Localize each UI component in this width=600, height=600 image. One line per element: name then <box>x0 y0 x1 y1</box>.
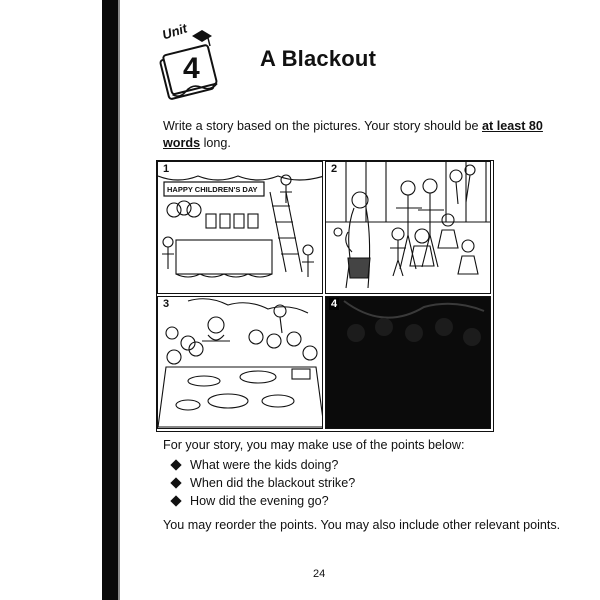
diamond-bullet-icon <box>170 459 181 470</box>
diamond-bullet-icon <box>170 495 181 506</box>
picture-panel-1 <box>157 161 323 294</box>
book-spine-shadow <box>102 0 118 600</box>
classroom-decoration-illustration <box>158 162 323 294</box>
panel-number: 1 <box>163 163 170 175</box>
closing-instructions: You may reorder the points. You may also include other relevant points. <box>163 518 561 532</box>
word-count-emphasis: at least 80 words <box>163 119 543 150</box>
points-list <box>170 456 355 510</box>
points-intro: For your story, you may make use of the points below: <box>163 438 465 452</box>
panel-number: 4 <box>331 298 338 310</box>
panel-number: 2 <box>331 163 338 175</box>
page-title: A Blackout <box>260 46 377 71</box>
unit-number: 4 <box>183 52 200 85</box>
diamond-bullet-icon <box>170 477 181 488</box>
picture-grid <box>156 160 494 432</box>
blackout-darkness-illustration <box>326 297 491 429</box>
picture-panel-4 <box>325 296 491 429</box>
worksheet-page <box>120 0 600 600</box>
point-text: What were the kids doing? <box>190 458 339 472</box>
panel-number: 3 <box>163 298 170 310</box>
unit-label: Unit <box>160 20 189 43</box>
party-banner: HAPPY CHILDREN'S DAY <box>167 185 258 194</box>
list-item <box>170 492 355 510</box>
unit-badge <box>152 22 224 102</box>
list-item <box>170 456 355 474</box>
instructions-text: Write a story based on the pictures. Your story should be <box>163 119 482 133</box>
page-number: 24 <box>313 568 326 580</box>
instructions-tail: long. <box>200 136 231 150</box>
list-item <box>170 474 355 492</box>
children-arriving-illustration <box>326 162 491 294</box>
picture-panel-2 <box>325 161 491 294</box>
point-text: When did the blackout strike? <box>190 476 356 490</box>
picture-panel-3 <box>157 296 323 429</box>
instructions <box>163 118 563 152</box>
party-feast-illustration <box>158 297 323 429</box>
point-text: How did the evening go? <box>190 494 329 508</box>
